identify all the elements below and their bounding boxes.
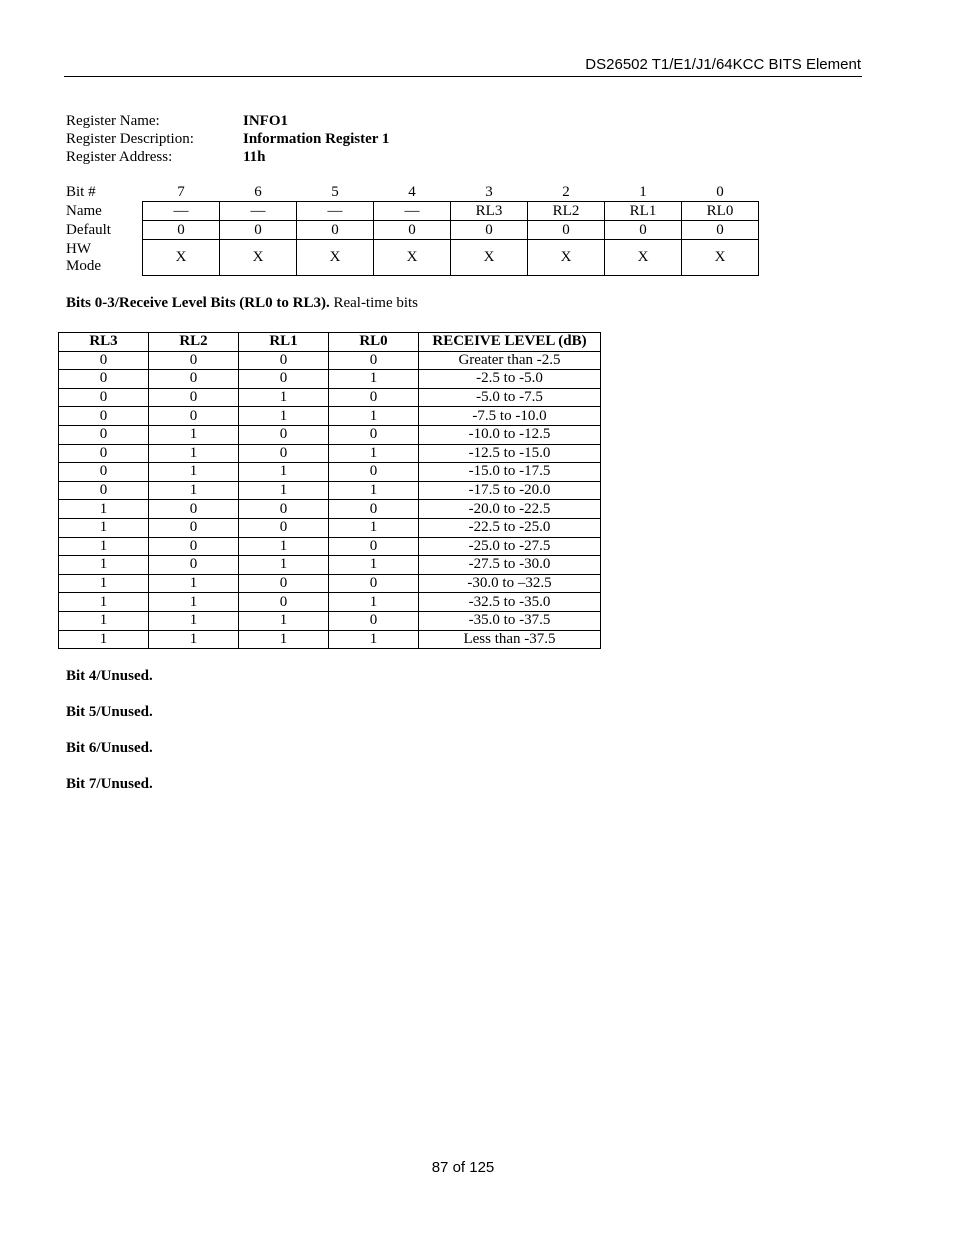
bit-value-cell: 0 [59, 388, 149, 407]
register-description-value: Information Register 1 [243, 131, 390, 147]
bit-number-cell: 0 [716, 184, 724, 200]
bit-name-cell: — [374, 202, 451, 221]
bit-value-cell: 1 [149, 630, 239, 649]
bit-value-cell: 1 [239, 407, 329, 426]
bit-value-cell: 0 [149, 518, 239, 537]
bit-value-cell: 1 [149, 444, 239, 463]
bit5-unused: Bit 5/Unused. [66, 704, 153, 720]
bit-value-cell: 1 [59, 630, 149, 649]
bit-value-cell: 1 [149, 463, 239, 482]
bit-value-cell: 1 [239, 481, 329, 500]
bit-value-cell: 0 [149, 556, 239, 575]
receive-level-row [59, 518, 601, 537]
register-info [66, 112, 389, 166]
bit-value-cell: 1 [149, 481, 239, 500]
bit-number-row [58, 183, 759, 202]
receive-level-row [59, 463, 601, 482]
bit-name-cell: RL3 [451, 202, 528, 221]
bit-value-cell: 0 [239, 574, 329, 593]
receive-level-cell: Greater than -2.5 [419, 351, 601, 370]
receive-level-cell: -22.5 to -25.0 [419, 518, 601, 537]
receive-level-cell: -2.5 to -5.0 [419, 370, 601, 389]
bit-value-cell: 0 [59, 463, 149, 482]
bit-default-row [58, 221, 759, 240]
column-header-rl2: RL2 [149, 333, 239, 352]
bit-value-cell: 1 [329, 593, 419, 612]
receive-level-cell: Less than -37.5 [419, 630, 601, 649]
bit-value-cell: 0 [59, 481, 149, 500]
receive-level-cell: -25.0 to -27.5 [419, 537, 601, 556]
bit-value-cell: 0 [59, 370, 149, 389]
bit-number-cell: 1 [639, 184, 647, 200]
bit-value-cell: 0 [149, 537, 239, 556]
bit-value-cell: 0 [329, 611, 419, 630]
bit-default-cell: 0 [528, 221, 605, 240]
receive-level-row [59, 593, 601, 612]
bit-value-cell: 1 [329, 370, 419, 389]
bit-hw-mode-row [58, 240, 759, 276]
bit-value-cell: 0 [59, 351, 149, 370]
receive-level-row [59, 388, 601, 407]
bit-hw-mode-label [58, 240, 143, 276]
bit-number-cell: 3 [485, 184, 493, 200]
bit-value-cell: 1 [329, 481, 419, 500]
bit-name-cell: — [297, 202, 374, 221]
column-header-rl1: RL1 [239, 333, 329, 352]
bit-name-cell: RL0 [682, 202, 759, 221]
bit-name-row [58, 202, 759, 221]
bit-value-cell: 1 [59, 500, 149, 519]
bit-name-cell: — [220, 202, 297, 221]
bit-name-cell: — [143, 202, 220, 221]
bit-name-cell: RL2 [528, 202, 605, 221]
register-address-label: Register Address: [66, 149, 173, 165]
bit-hw-mode-cell: X [374, 240, 451, 276]
bit-value-cell: 1 [239, 611, 329, 630]
bit-hw-mode-cell: X [220, 240, 297, 276]
bit-value-cell: 1 [329, 518, 419, 537]
bit-value-cell: 0 [329, 388, 419, 407]
bit-default-cell: 0 [605, 221, 682, 240]
bit-value-cell: 0 [59, 425, 149, 444]
bit-value-cell: 1 [59, 593, 149, 612]
bit-value-cell: 1 [149, 611, 239, 630]
bit-value-cell: 0 [329, 500, 419, 519]
receive-level-cell: -20.0 to -22.5 [419, 500, 601, 519]
bit-default-cell: 0 [451, 221, 528, 240]
bit-value-cell: 0 [149, 370, 239, 389]
bits-description-title: Bits 0-3/Receive Level Bits (RL0 to RL3). [66, 295, 330, 311]
bit-value-cell: 1 [239, 537, 329, 556]
receive-level-cell: -35.0 to -37.5 [419, 611, 601, 630]
bit-number-cell: 7 [177, 184, 185, 200]
bit-hw-mode-cell: X [682, 240, 759, 276]
bit-hw-mode-cell: X [143, 240, 220, 276]
bit-value-cell: 1 [329, 556, 419, 575]
bit-definition-table [58, 183, 759, 276]
bit4-unused: Bit 4/Unused. [66, 668, 153, 684]
bit-value-cell: 0 [329, 351, 419, 370]
bit-number-cell: 2 [562, 184, 570, 200]
bit-default-cell: 0 [143, 221, 220, 240]
receive-level-cell: -7.5 to -10.0 [419, 407, 601, 426]
bit-value-cell: 0 [239, 518, 329, 537]
bit-value-cell: 1 [239, 556, 329, 575]
receive-level-row [59, 481, 601, 500]
hw-label-line2: Mode [66, 257, 101, 274]
bit-default-cell: 0 [682, 221, 759, 240]
receive-level-table-body [59, 351, 601, 649]
bit-value-cell: 0 [239, 370, 329, 389]
receive-level-row [59, 425, 601, 444]
receive-level-table [58, 332, 601, 649]
bit-value-cell: 0 [239, 444, 329, 463]
bit-value-cell: 0 [59, 407, 149, 426]
bit-value-cell: 1 [329, 630, 419, 649]
bit-value-cell: 0 [149, 388, 239, 407]
bit-value-cell: 1 [149, 593, 239, 612]
bit-value-cell: 1 [59, 518, 149, 537]
bit-value-cell: 1 [149, 574, 239, 593]
bit-default-cell: 0 [297, 221, 374, 240]
bit-value-cell: 0 [239, 500, 329, 519]
bit-value-cell: 1 [239, 630, 329, 649]
register-address-value: 11h [243, 149, 266, 165]
receive-level-cell: -15.0 to -17.5 [419, 463, 601, 482]
receive-level-row [59, 500, 601, 519]
bit-value-cell: 1 [59, 537, 149, 556]
bits-description [66, 295, 418, 312]
receive-level-row [59, 611, 601, 630]
bit-value-cell: 0 [149, 500, 239, 519]
register-name-row [66, 112, 389, 130]
receive-level-cell: -10.0 to -12.5 [419, 425, 601, 444]
register-name-label: Register Name: [66, 113, 160, 129]
bit-number-cell: 5 [331, 184, 339, 200]
register-name-value: INFO1 [243, 113, 288, 129]
bit-default-cell: 0 [374, 221, 451, 240]
bit-value-cell: 0 [239, 425, 329, 444]
hw-label-line1: HW [66, 240, 91, 257]
bit6-unused: Bit 6/Unused. [66, 740, 153, 756]
bit-number-label: Bit # [66, 184, 96, 201]
bit-name-label: Name [66, 203, 102, 219]
register-description-row [66, 130, 389, 148]
receive-level-header-row [59, 333, 601, 352]
column-header-rl0: RL0 [329, 333, 419, 352]
bit-value-cell: 0 [149, 351, 239, 370]
bit-name-cell: RL1 [605, 202, 682, 221]
register-description-label: Register Description: [66, 131, 194, 147]
bits-description-text: Real-time bits [329, 295, 419, 311]
receive-level-cell: -17.5 to -20.0 [419, 481, 601, 500]
receive-level-row [59, 407, 601, 426]
receive-level-row [59, 537, 601, 556]
receive-level-row [59, 574, 601, 593]
receive-level-row [59, 630, 601, 649]
bit-value-cell: 0 [239, 593, 329, 612]
receive-level-row [59, 444, 601, 463]
bit-value-cell: 1 [149, 425, 239, 444]
bit-value-cell: 1 [329, 407, 419, 426]
receive-level-row [59, 370, 601, 389]
receive-level-cell: -32.5 to -35.0 [419, 593, 601, 612]
bit-value-cell: 0 [329, 463, 419, 482]
bit-value-cell: 1 [59, 556, 149, 575]
bit-value-cell: 0 [239, 351, 329, 370]
bit-default-cell: 0 [220, 221, 297, 240]
bit-value-cell: 0 [329, 537, 419, 556]
bit-value-cell: 1 [239, 388, 329, 407]
receive-level-cell: -12.5 to -15.0 [419, 444, 601, 463]
bit-hw-mode-cell: X [297, 240, 374, 276]
bit-number-cell: 6 [254, 184, 262, 200]
receive-level-row [59, 556, 601, 575]
bit-value-cell: 1 [59, 611, 149, 630]
receive-level-cell: -30.0 to –32.5 [419, 574, 601, 593]
bit-default-label: Default [66, 222, 111, 238]
register-address-row [66, 148, 389, 166]
bit-value-cell: 0 [329, 574, 419, 593]
bit-hw-mode-cell: X [605, 240, 682, 276]
receive-level-cell: -27.5 to -30.0 [419, 556, 601, 575]
bit-value-cell: 1 [329, 444, 419, 463]
bit-value-cell: 0 [59, 444, 149, 463]
bit-value-cell: 0 [329, 425, 419, 444]
column-header-receive-level: RECEIVE LEVEL (dB) [419, 333, 601, 352]
bit-value-cell: 1 [239, 463, 329, 482]
receive-level-cell: -5.0 to -7.5 [419, 388, 601, 407]
bit-hw-mode-cell: X [451, 240, 528, 276]
bit-number-cell: 4 [408, 184, 416, 200]
bit-value-cell: 0 [149, 407, 239, 426]
bit7-unused: Bit 7/Unused. [66, 776, 153, 792]
document-header-title: DS26502 T1/E1/J1/64KCC BITS Element [585, 56, 861, 73]
bit-hw-mode-cell: X [528, 240, 605, 276]
header-rule [64, 76, 862, 77]
receive-level-row [59, 351, 601, 370]
column-header-rl3: RL3 [59, 333, 149, 352]
page-number: 87 of 125 [431, 1159, 495, 1176]
bit-value-cell: 1 [59, 574, 149, 593]
